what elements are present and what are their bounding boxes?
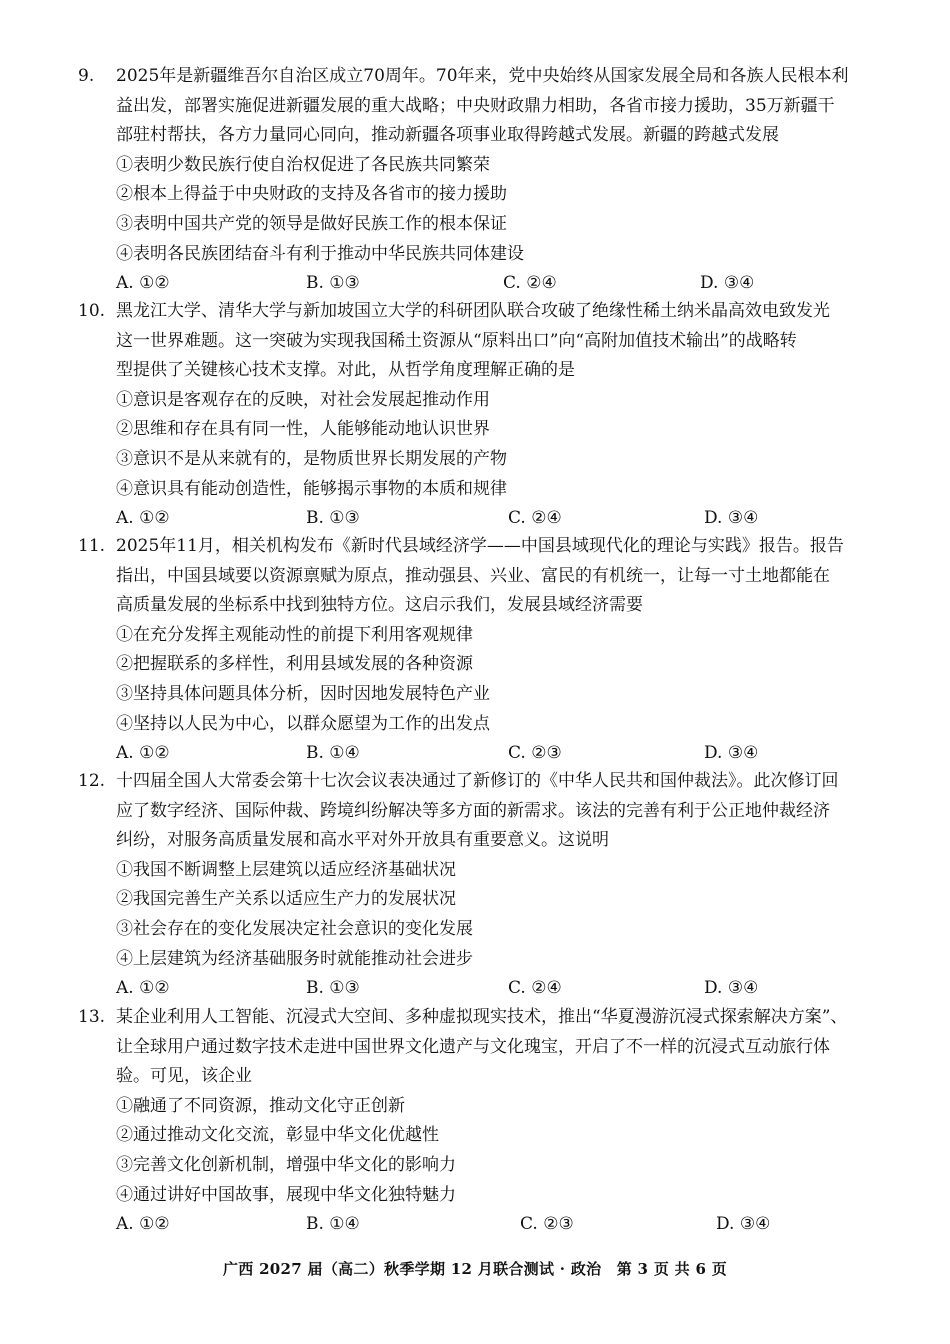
question-number: 11. <box>78 536 106 556</box>
statement-option: ①意识是客观存在的反映，对社会发展起推动作用 <box>116 389 490 410</box>
statement-option: ②我国完善生产关系以适应生产力的发展状况 <box>116 889 456 910</box>
statement-option: ③坚持具体问题具体分析，因时因地发展特色产业 <box>116 683 490 704</box>
choice-a: A. ①② <box>116 273 170 294</box>
statement-option: ④坚持以人民为中心，以群众愿望为工作的出发点 <box>116 713 490 734</box>
statement-option: ③意识不是从来就有的，是物质世界长期发展的产物 <box>116 448 507 469</box>
question-stem-line: 2025年11月，相关机构发布《新时代县域经济学——中国县域现代化的理论与实践》报告。报告 <box>116 536 844 556</box>
question-stem-line: 让全球用户通过数字技术走进中国世界文化遗产与文化瑰宝，开启了不一样的沉浸式互动旅行体 <box>116 1036 830 1057</box>
statement-option: ③表明中国共产党的领导是做好民族工作的根本保证 <box>116 213 507 234</box>
question-11 <box>78 532 908 769</box>
question-number: 13. <box>78 1007 106 1027</box>
answer-choices <box>78 504 908 534</box>
question-12 <box>78 767 908 1004</box>
statement-option: ④表明各民族团结奋斗有利于推动中华民族共同体建设 <box>116 243 524 264</box>
question-stem-line: 纠纷，对服务高质量发展和高水平对外开放具有重要意义。这说明 <box>116 830 609 851</box>
question-stem-line: 十四届全国人大常委会第十七次会议表决通过了新修订的《中华人民共和国仲裁法》。此次修订回 <box>116 771 839 791</box>
question-stem-line: 验。可见，该企业 <box>116 1066 252 1087</box>
statement-option: ②把握联系的多样性，利用县域发展的各种资源 <box>116 654 473 675</box>
choice-a: A. ①② <box>116 508 170 529</box>
page-footer: 广西 2027 届（高二）秋季学期 12 月联合测试 · 政治 第 3 页 共 6 页 <box>222 1260 728 1278</box>
question-stem-line: 指出，中国县域要以资源禀赋为原点，推动强县、兴业、富民的有机统一，让每一寸土地都能在 <box>116 565 830 586</box>
question-stem-line: 应了数字经济、国际仲裁、跨境纠纷解决等多方面的新需求。该法的完善有利于公正地仲裁经济 <box>116 800 830 821</box>
answer-choices <box>78 974 908 1004</box>
question-stem-line: 黑龙江大学、清华大学与新加坡国立大学的科研团队联合攻破了绝缘性稀土纳米晶高效电致发光 <box>116 301 830 321</box>
choice-d: D. ③④ <box>704 743 759 764</box>
statement-option: ④上层建筑为经济基础服务时就能推动社会进步 <box>116 948 473 969</box>
question-13 <box>78 1003 908 1240</box>
choice-c: C. ②④ <box>503 273 557 294</box>
question-stem-line: 型提供了关键核心技术支撑。对此，从哲学角度理解正确的是 <box>116 360 575 381</box>
choice-a: A. ①② <box>116 1214 170 1235</box>
answer-choices <box>78 739 908 769</box>
statement-option: ④意识具有能动创造性，能够揭示事物的本质和规律 <box>116 478 507 499</box>
question-stem-line: 部驻村帮扶，各方力量同心同向，推动新疆各项事业取得跨越式发展。新疆的跨越式发展 <box>116 125 779 146</box>
statement-option: ③社会存在的变化发展决定社会意识的变化发展 <box>116 918 473 939</box>
statement-option: ④通过讲好中国故事，展现中华文化独特魅力 <box>116 1184 456 1205</box>
choice-d: D. ③④ <box>704 508 759 529</box>
statement-option: ③完善文化创新机制，增强中华文化的影响力 <box>116 1154 456 1175</box>
question-stem-line: 这一世界难题。这一突破为实现我国稀土资源从“原料出口”向“高附加值技术输出”的战略转 <box>116 330 797 351</box>
question-stem-line: 高质量发展的坐标系中找到独特方位。这启示我们，发展县域经济需要 <box>116 595 643 616</box>
choice-c: C. ②④ <box>508 978 562 999</box>
choice-c: C. ②③ <box>508 743 562 764</box>
statement-option: ①表明少数民族行使自治权促进了各民族共同繁荣 <box>116 154 490 175</box>
question-stem-line: 某企业利用人工智能、沉浸式大空间、多种虚拟现实技术，推出“华夏漫游沉浸式探索解决方案”、 <box>116 1007 848 1027</box>
statement-option: ②通过推动文化交流，彰显中华文化优越性 <box>116 1125 439 1146</box>
statement-option: ①在充分发挥主观能动性的前提下利用客观规律 <box>116 624 473 645</box>
statement-option: ①我国不断调整上层建筑以适应经济基础状况 <box>116 859 456 880</box>
question-number: 10. <box>78 301 106 321</box>
statement-option: ①融通了不同资源，推动文化守正创新 <box>116 1095 405 1116</box>
choice-b: B. ①③ <box>306 508 360 529</box>
choice-d: D. ③④ <box>704 978 759 999</box>
question-9 <box>78 62 908 299</box>
choice-b: B. ①④ <box>306 743 360 764</box>
choice-d: D. ③④ <box>716 1214 771 1235</box>
answer-choices <box>78 1210 908 1240</box>
choice-b: B. ①③ <box>306 978 360 999</box>
statement-option: ②根本上得益于中央财政的支持及各省市的接力援助 <box>116 184 507 205</box>
choice-c: C. ②③ <box>520 1214 574 1235</box>
question-number: 9. <box>78 66 95 86</box>
choice-c: C. ②④ <box>508 508 562 529</box>
question-number: 12. <box>78 771 106 791</box>
choice-d: D. ③④ <box>700 273 755 294</box>
choice-a: A. ①② <box>116 743 170 764</box>
question-stem-line: 益出发，部署实施促进新疆发展的重大战略；中央财政鼎力相助，各省市接力援助，35万新疆干 <box>116 95 835 116</box>
choice-b: B. ①④ <box>306 1214 360 1235</box>
choice-b: B. ①③ <box>306 273 360 294</box>
answer-choices <box>78 269 908 299</box>
choice-a: A. ①② <box>116 978 170 999</box>
statement-option: ②思维和存在具有同一性，人能够能动地认识世界 <box>116 419 490 440</box>
question-stem-line: 2025年是新疆维吾尔自治区成立70周年。70年来，党中央始终从国家发展全局和各族人民根本利 <box>116 66 849 86</box>
question-10 <box>78 297 908 534</box>
